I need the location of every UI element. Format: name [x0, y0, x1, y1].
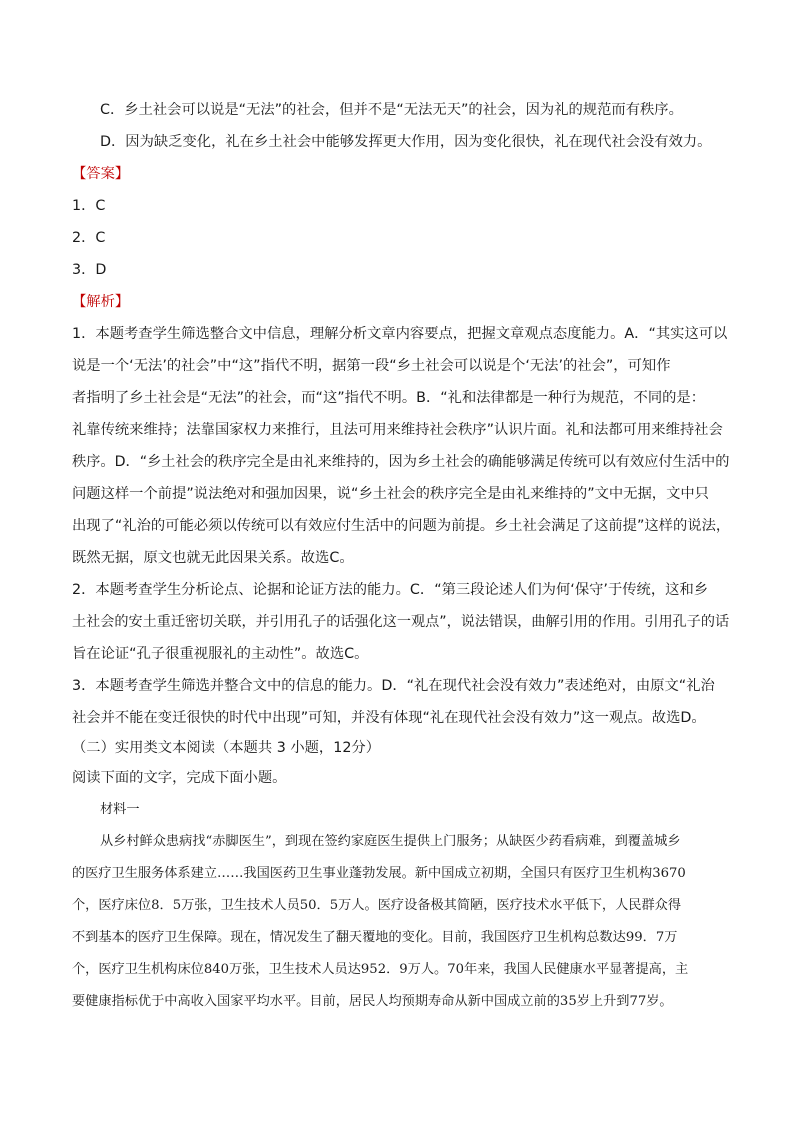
- analysis-line: 礼靠传统来维持；法靠国家权力来推行，且法可用来维持社会秩序”认识片面。礼和法都可用来维持社会: [72, 422, 723, 438]
- analysis-line: 社会并不能在变迁很快的时代中出现”可知，并没有体现“礼在现代社会没有效力”这一观点。故选D。: [72, 710, 706, 726]
- section-title: （二）实用类文本阅读（本题共 3 小题，12分）: [72, 740, 381, 756]
- section-instruction: 阅读下面的文字，完成下面小题。: [72, 770, 287, 786]
- material-line: 从乡村鲜众患病找“赤脚医生”，到现在签约家庭医生提供上门服务；从缺医少药看病难，到覆盖城乡: [100, 834, 681, 849]
- material-title: 材料一: [100, 802, 140, 817]
- material-line: 的医疗卫生服务体系建立……我国医药卫生事业蓬勃发展。新中国成立初期，全国只有医疗卫生机构3670: [72, 866, 686, 881]
- analysis-line: 旨在论证“孔子很重视服礼的主动性”。故选C。: [72, 646, 369, 662]
- analysis-line: 者指明了乡土社会是“无法”的社会，而“这”指代不明。B．“礼和法律都是一种行为规范，不同的是：: [72, 390, 706, 406]
- option-d: D．因为缺乏变化，礼在乡土社会中能够发挥更大作用，因为变化很快，礼在现代社会没有效力。: [100, 134, 712, 150]
- analysis-line: 问题这样一个前提”说法绝对和强加因果，说“乡土社会的秩序完全是由礼来维持的”文中无据，文中只: [72, 486, 709, 502]
- material-line: 个，医疗床位8．5万张，卫生技术人员50．5万人。医疗设备极其简陋，医疗技术水平低下，人民群众得: [72, 898, 682, 913]
- answer-item-1: 1．C: [72, 198, 106, 214]
- analysis-line: 出现了“礼治的可能必须以传统可以有效应付生活中的问题为前提。乡土社会满足了这前提”这样的说法，: [72, 518, 731, 534]
- answer-heading: 【答案】: [72, 166, 130, 182]
- material-line: 个，医疗卫生机构床位840万张，卫生技术人员达952．9万人。70年来，我国人民健康水平显著提高，主: [72, 962, 689, 977]
- analysis-line: 2．本题考查学生分析论点、论据和论证方法的能力。C．“第三段论述人们为何‘保守’于传统，这和乡: [72, 582, 709, 598]
- answer-item-2: 2．C: [72, 230, 106, 246]
- material-line: 要健康指标优于中高收入国家平均水平。目前，居民人均预期寿命从新中国成立前的35岁上升到77岁。: [72, 994, 673, 1009]
- analysis-heading: 【解析】: [72, 294, 130, 310]
- analysis-line: 1．本题考查学生筛选整合文中信息，理解分析文章内容要点，把握文章观点态度能力。A．“其实这可以: [72, 326, 728, 342]
- analysis-line: 秩序。D．“乡土社会的秩序完全是由礼来维持的，因为乡土社会的确能够满足传统可以有效应付生活中的: [72, 454, 730, 470]
- analysis-line: 说是一个‘无法’的社会”中“这”指代不明，据第一段“乡土社会可以说是个‘无法’的社会”，可知作: [72, 358, 671, 374]
- option-c: C．乡土社会可以说是“无法”的社会，但并不是“无法无天”的社会，因为礼的规范而有秩序。: [100, 102, 683, 118]
- analysis-line: 既然无据，原文也就无此因果关系。故选C。: [72, 550, 354, 566]
- material-line: 不到基本的医疗卫生保障。现在，情况发生了翻天覆地的变化。目前，我国医疗卫生机构总数达99．7万: [72, 930, 678, 945]
- answer-item-3: 3．D: [72, 262, 107, 278]
- analysis-line: 土社会的安土重迁密切关联，并引用孔子的话强化这一观点”，说法错误，曲解引用的作用。引用孔子的话: [72, 614, 730, 630]
- analysis-line: 3．本题考查学生筛选并整合文中的信息的能力。D．“礼在现代社会没有效力”表述绝对，由原文“礼治: [72, 678, 715, 694]
